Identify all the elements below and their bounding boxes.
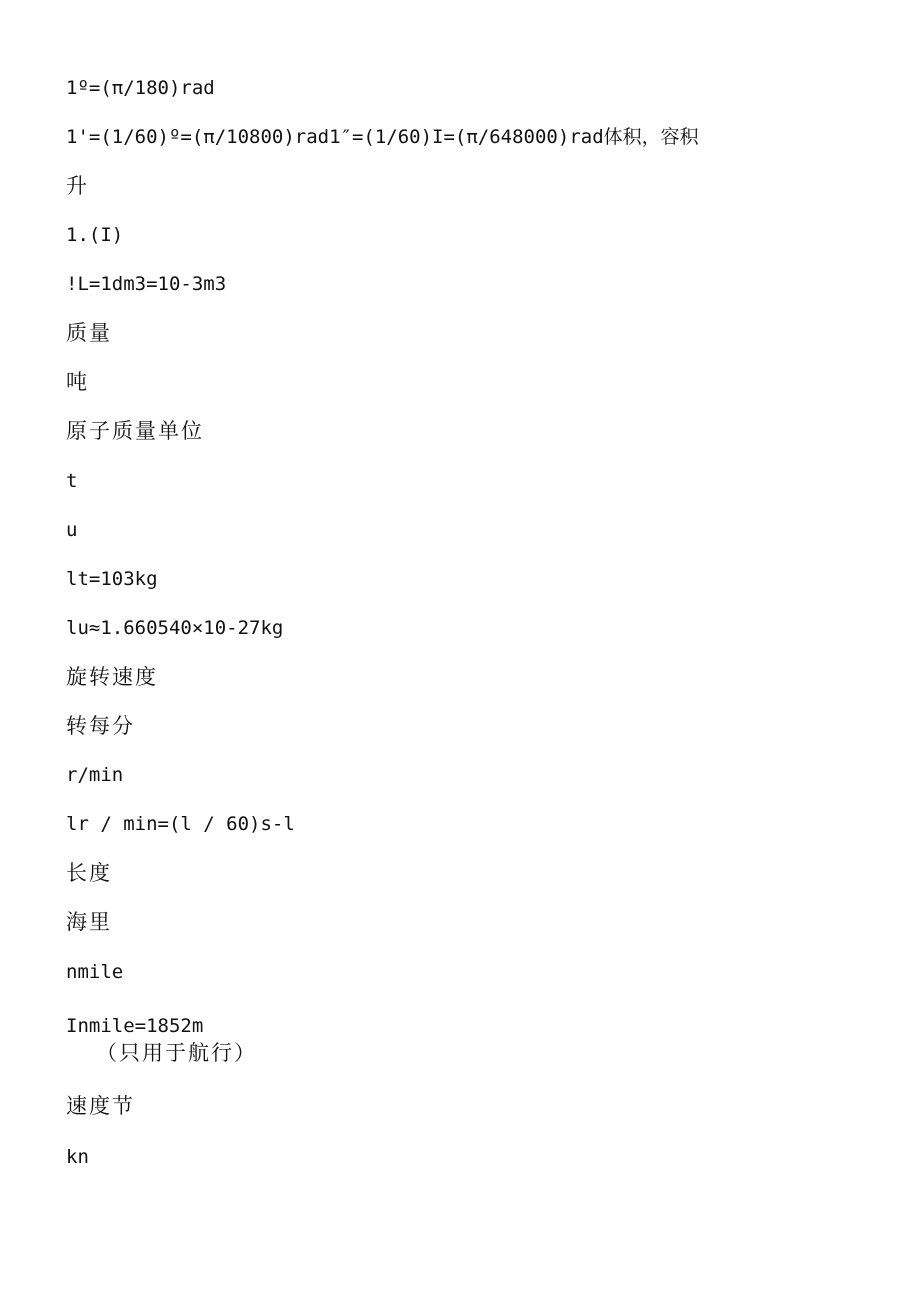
ton-symbol: t [66, 470, 78, 492]
nautical-mile-conversion-line: Inmile=1852m [66, 1015, 204, 1037]
nautical-mile-symbol: nmile [66, 961, 124, 983]
rev-per-minute-conversion-line: lr / min=(l / 60)s-l [66, 813, 295, 835]
unit-name-ton: 吨 [66, 370, 89, 394]
liter-conversion-line: !L=1dm3=10-3m3 [66, 273, 227, 295]
degree-definition-line: 1º=(π/180)rad [66, 77, 215, 99]
liter-symbol-line: 1.(I) [66, 224, 124, 246]
rev-per-minute-symbol: r/min [66, 764, 124, 786]
atomic-mass-unit-conversion-line: lu≈1.660540×10-27kg [66, 617, 284, 639]
unit-name-nautical-mile: 海里 [66, 910, 112, 934]
unit-name-rev-per-minute: 转每分 [66, 714, 135, 738]
atomic-mass-unit-symbol: u [66, 519, 78, 541]
ton-conversion-line: lt=103kg [66, 568, 158, 590]
section-heading-speed-knot: 速度节 [66, 1094, 135, 1118]
navigation-only-note: （只用于航行） [96, 1041, 257, 1065]
section-heading-length: 长度 [66, 861, 112, 885]
section-heading-mass: 质量 [66, 321, 112, 345]
unit-name-liter: 升 [66, 174, 89, 198]
unit-name-atomic-mass-unit: 原子质量单位 [66, 419, 204, 443]
knot-symbol: kn [66, 1146, 89, 1168]
minute-second-definition-line: 1'=(1/60)º=(π/10800)rad1″=(1/60)I=(π/648000)rad体积，容积 [66, 126, 699, 148]
section-heading-rotation-speed: 旋转速度 [66, 665, 158, 689]
